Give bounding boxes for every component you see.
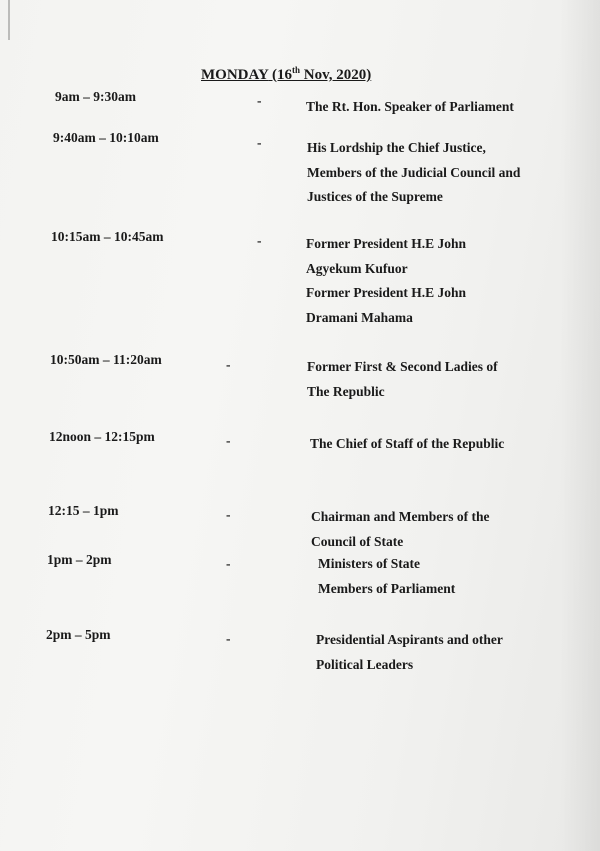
attendee-line: Justices of the Supreme: [307, 189, 443, 204]
schedule-time: 1pm – 2pm: [47, 552, 112, 567]
schedule-dash: -: [226, 631, 231, 646]
schedule-time: 12:15 – 1pm: [48, 503, 119, 518]
heading-date-sup: th: [291, 65, 300, 75]
schedule-time: 12noon – 12:15pm: [49, 429, 155, 444]
page-edge-shadow: [560, 0, 600, 851]
attendee-line: Council of State: [311, 533, 404, 549]
attendee-line: The Republic: [307, 383, 385, 399]
attendee-line: Presidential Aspirants and other: [316, 632, 503, 647]
schedule-dash: -: [257, 93, 262, 108]
attendee-line: Former First & Second Ladies of: [307, 359, 498, 374]
attendee-line: Former President H.E John: [306, 285, 466, 300]
attendee-line: Chairman and Members of the: [311, 509, 490, 524]
attendee-line: Dramani Mahama: [306, 309, 413, 325]
schedule-dash: -: [257, 233, 262, 248]
schedule-attendees: [318, 552, 455, 601]
heading-date-prefix: (16: [271, 67, 292, 83]
schedule-attendees: [306, 232, 466, 330]
page-heading: [201, 65, 371, 84]
attendee-line: Agyekum Kufuor: [306, 260, 408, 276]
schedule-attendees: [306, 95, 514, 120]
schedule-dash: -: [226, 556, 231, 571]
schedule-time: 9am – 9:30am: [55, 89, 136, 104]
schedule-dash: -: [226, 357, 231, 372]
attendee-line: The Chief of Staff of the Republic: [310, 436, 505, 451]
schedule-attendees: [316, 628, 503, 677]
schedule-dash: -: [257, 135, 262, 150]
schedule-dash: -: [226, 507, 231, 522]
attendee-line: His Lordship the Chief Justice,: [307, 140, 486, 155]
schedule-time: 10:50am – 11:20am: [50, 352, 162, 367]
attendee-line: Political Leaders: [316, 656, 414, 672]
schedule-dash: -: [226, 433, 231, 448]
attendee-line: Ministers of State: [318, 556, 420, 571]
attendee-line: Members of Parliament: [318, 580, 456, 596]
schedule-time: 10:15am – 10:45am: [51, 229, 164, 244]
paper-fold-mark: [8, 0, 10, 40]
schedule-attendees: [307, 136, 520, 210]
schedule-attendees: [307, 355, 498, 404]
attendee-line: Members of the Judicial Council and: [307, 164, 521, 180]
schedule-time: 9:40am – 10:10am: [53, 130, 159, 145]
heading-day: MONDAY: [201, 67, 269, 83]
attendee-line: Former President H.E John: [306, 236, 466, 251]
heading-date-suffix: Nov, 2020): [300, 67, 372, 83]
schedule-time: 2pm – 5pm: [46, 627, 111, 642]
schedule-attendees: [310, 432, 504, 457]
attendee-line: The Rt. Hon. Speaker of Parliament: [306, 99, 514, 114]
schedule-attendees: [311, 505, 490, 554]
